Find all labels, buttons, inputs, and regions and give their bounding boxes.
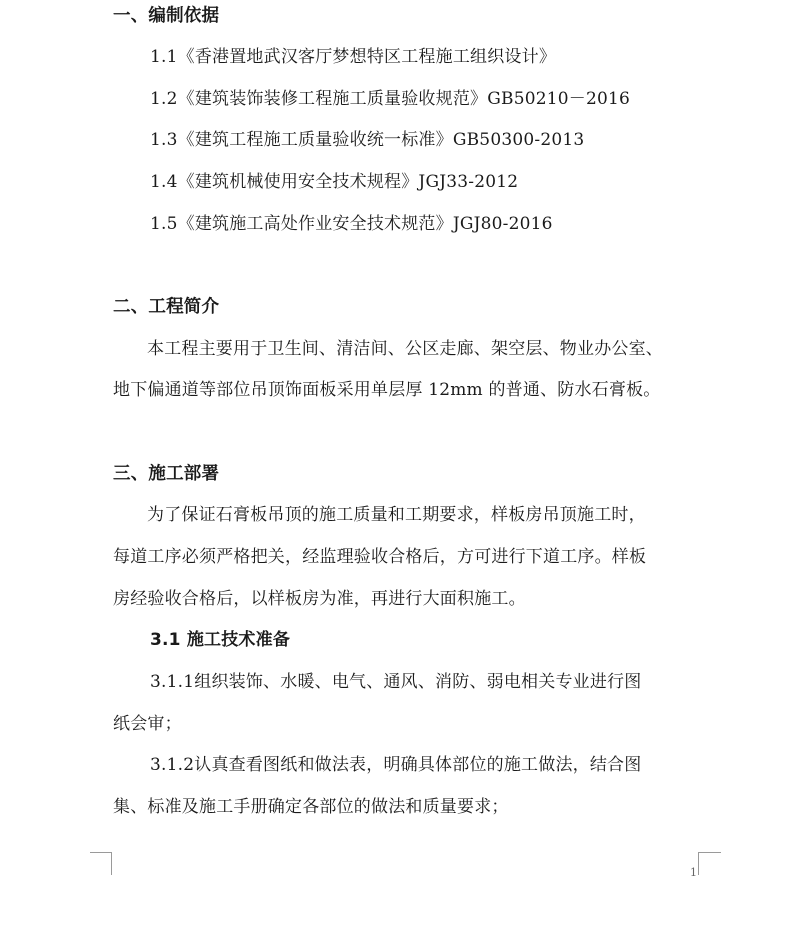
item-3-1-2-line-1: 3.1.2认真查看图纸和做法表，明确具体部位的施工做法，结合图 xyxy=(150,755,642,775)
section-3-paragraph-line-3: 房经验收合格后，以样板房为准，再进行大面积施工。 xyxy=(113,589,526,609)
item-3-1-1-line-1: 3.1.1组织装饰、水暖、电气、通风、消防、弱电相关专业进行图 xyxy=(150,672,642,692)
item-3-1-2-line-2: 集、标准及施工手册确定各部位的做法和质量要求； xyxy=(113,797,509,817)
subsection-3-1-heading: 3.1 施工技术准备 xyxy=(150,630,291,650)
reference-item-3: 1.3《建筑工程施工质量验收统一标准》GB50300-2013 xyxy=(150,130,585,150)
page-margin-corner-left xyxy=(90,852,112,875)
reference-item-2: 1.2《建筑装饰装修工程施工质量验收规范》GB50210－2016 xyxy=(150,89,631,109)
page-number: 1 xyxy=(690,866,697,879)
item-3-1-1-line-2: 纸会审； xyxy=(113,714,182,734)
section-2-paragraph-line-1: 本工程主要用于卫生间、清洁间、公区走廊、架空层、物业办公室、 xyxy=(147,339,663,359)
section-1-heading: 一、编制依据 xyxy=(113,6,220,26)
section-2-heading: 二、工程简介 xyxy=(113,297,220,317)
section-3-heading: 三、施工部署 xyxy=(113,464,220,484)
reference-item-1: 1.1《香港置地武汉客厅梦想特区工程施工组织设计》 xyxy=(150,47,557,67)
reference-item-4: 1.4《建筑机械使用安全技术规程》JGJ33-2012 xyxy=(150,172,519,192)
page-margin-corner-right xyxy=(698,852,721,875)
section-3-paragraph-line-1: 为了保证石膏板吊顶的施工质量和工期要求，样板房吊顶施工时， xyxy=(147,505,646,525)
section-2-paragraph-line-2: 地下偏通道等部位吊顶饰面板采用单层厚 12mm 的普通、防水石膏板。 xyxy=(113,380,661,400)
section-3-paragraph-line-2: 每道工序必须严格把关，经监理验收合格后，方可进行下道工序。样板 xyxy=(113,547,647,567)
reference-item-5: 1.5《建筑施工高处作业安全技术规范》JGJ80-2016 xyxy=(150,214,553,234)
